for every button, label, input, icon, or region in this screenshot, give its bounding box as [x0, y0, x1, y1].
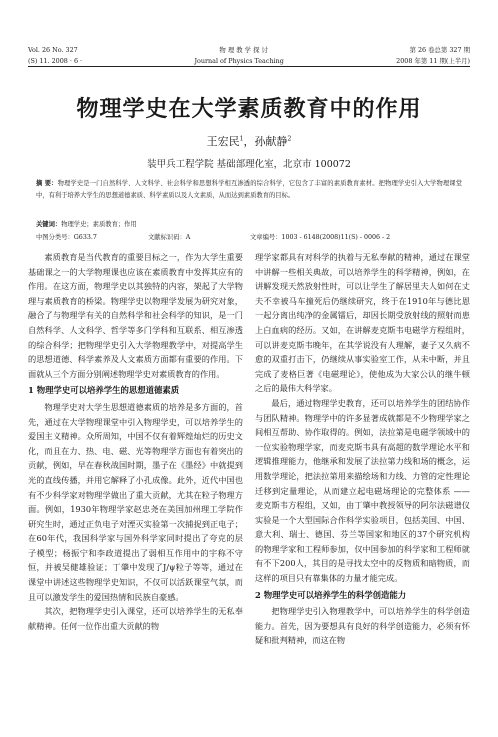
journal-name-en: Journal of Physics Teaching — [194, 56, 284, 65]
body-paragraph: 素质教育是当代教育的重要目标之一，作为大学生重要基础课之一的大学物理课也应该在素质教育中发挥其应有的作用。在这方面，物理学史以其独特的内容，架起了大学物理与素质教育的桥梁。物理学史以物理学发展为研究对象，融合了与物理学有关的自然科学和社会科学的知识，是一门自然科学、人文科学、哲学等多门学科和互联系、相互渗透的综合科学；把物理学史引入大学物理教学中，对提高学生的思想道德、科学素养及人文素质方面都有重要的作用。下面就从三个方面分别阐述物理学史对素质教育的作用。 — [28, 252, 243, 379]
author-affiliation-mark: 1 — [239, 135, 244, 143]
running-head-row-2 — [28, 56, 470, 67]
series-page-number: (S) 11. 2008 · 6 · — [28, 56, 83, 65]
article-title: 物理学史在大学素质教育中的作用 — [76, 96, 422, 122]
author-separator: ， — [243, 135, 255, 148]
keywords-text: 物理学史；素质教育；作用 — [61, 221, 137, 228]
author-name: 孙献静 — [254, 135, 288, 148]
header-rule — [28, 66, 470, 67]
author-line — [0, 133, 498, 149]
body-columns — [28, 250, 470, 737]
running-head-row-1 — [28, 45, 470, 56]
issue-date-cn: 2008 年第 11 期(上半月) — [396, 56, 470, 65]
keywords-label: 关键词： — [36, 221, 62, 228]
journal-name-cn: 物 理 教 学 探 讨 — [219, 46, 268, 54]
left-column — [28, 250, 243, 737]
author-affiliation-mark: 2 — [287, 135, 292, 143]
article-number: 文章编号：1003 - 6148(2008)11(S) - 0006 - 2 — [250, 234, 391, 241]
document-code: 文献标识码：A — [148, 234, 191, 241]
body-paragraph: 其次，把物理学史引入课堂，还可以培养学生的无私奉献精神。任何一位作出重大贡献的物 — [28, 606, 243, 631]
issue-number-cn: 第 26 卷总第 327 期 — [409, 46, 470, 54]
volume-number: Vol. 26 No. 327 — [28, 46, 78, 54]
keywords — [36, 219, 462, 231]
body-paragraph: 物理学史对大学生思想道德素质的培养是多方面的，首先，通过在大学物理课堂中引入物理学史，可以培养学生的爱国主义精神。众所周知，中国不仅有着辉煌灿烂的历史文化，而且在力、热、电、磁、光等物理学方面也有着突出的贡献，例如，早在春秋战国时期，墨子在《墨经》中就提到光的直线传播，并用它解释了小孔成像。此外，近代中国也有不少科学家对物理学做出了重大贡献，尤其在粒子物理方面。例如，1930年物理学家赵忠尧在美国加州理工学院作研究生时，通过正负电子对湮灭实验第一次捕捉到正电子；在60年代，我国科学家与国外科学家同时提出了夸克的层子模型；杨振宁和李政道提出了弱相互作用中的宇称不守恒，并被吴健雄验证；丁肇中发现了J/ψ粒子等等，通过在课堂中讲述这些物理学史知识，不仅可以活跃课堂气氛，而且可以激发学生的爱国热情和民族自豪感。 — [28, 401, 243, 602]
running-head — [28, 45, 470, 66]
right-column — [255, 250, 470, 737]
body-paragraph: 理学家都具有对科学的执着与无私奉献的精神，通过在课堂中讲解一些相关典故，可以培养学生的科学精神，例如，在讲解发现天然放射性时，可以让学生了解居里夫人如何在丈夫不幸被马车撞死后仍继续研究，终于在1910年与德比恩一起分离出纯净的金属镭后，却因长期受放射线的照射而患上白血病的经历。又如，在讲解麦克斯韦电磁学方程组时，可以讲麦克斯韦晚年，在其学说没有人理解，妻子又久病不愈的双重打击下，仍继续从事实验室工作，从未中断，并且完成了麦格巨著《电磁理论》，使他成为大家公认的继牛顿之后的最伟大科学家。 — [255, 252, 470, 394]
section-heading: 1 物理学史可以培养学生的思想道德素质 — [28, 385, 180, 396]
clc-number: 中图分类号：G633.7 — [36, 234, 97, 241]
affiliation: 装甲兵工程学院 基础部理化室，北京市 100072 — [147, 159, 351, 170]
body-paragraph: 最后，通过物理学史教育，还可以培养学生的团结协作与团队精神。物理学中的许多显著成就都是不少物理学家之间相互帮助、协作取得的。例如，法拉第是电磁学领域中的一位实验物理学家，而麦克斯韦具有高超的数学理论水平和逻辑推理能力，他继承和发展了法拉第力线和场的概念，运用数学理论，把法拉第用来描绘场和力线、力管的定性理论迁移到定量理论，从而建立起电磁场理论的完整体系 —— 麦克斯韦方程组，又如，由丁肇中教授领导的阿尔法磁谱仪实验是一个大型国际合作科学实验项目，包括美国、中国、意大利、瑞士、德国、芬兰等国家和地区的37个研究机构的物理学家和工程师参加，仅中国参加的科学家和工程师就有不下200人，其目的是寻找太空中的反物质和暗物质，而这样的项目只有靠集体的力量才能完成。 — [255, 397, 470, 584]
abstract-text: 物理学史是一门自然科学、人文科学、社会科学和思想科学相互渗透的综合科学，它包含了丰富的素质教育素材。把物理学史引入大学物理课堂中，有利于培养大学生的思想道德素质、科学素质以及人文素质，从而达到素质教育的目标。 — [36, 180, 463, 199]
section-heading: 2 物理学史可以培养学生的科学创造能力 — [255, 589, 407, 600]
abstract — [36, 178, 462, 202]
abstract-label: 摘 要： — [36, 180, 58, 187]
author-name: 王宏民 — [206, 135, 240, 148]
body-paragraph: 把物理学史引入物理教学中，可以培养学生的科学创造能力。首先，因为要想具有良好的科学创造能力，必须有怀疑和批判精神，而这在物 — [255, 606, 470, 646]
